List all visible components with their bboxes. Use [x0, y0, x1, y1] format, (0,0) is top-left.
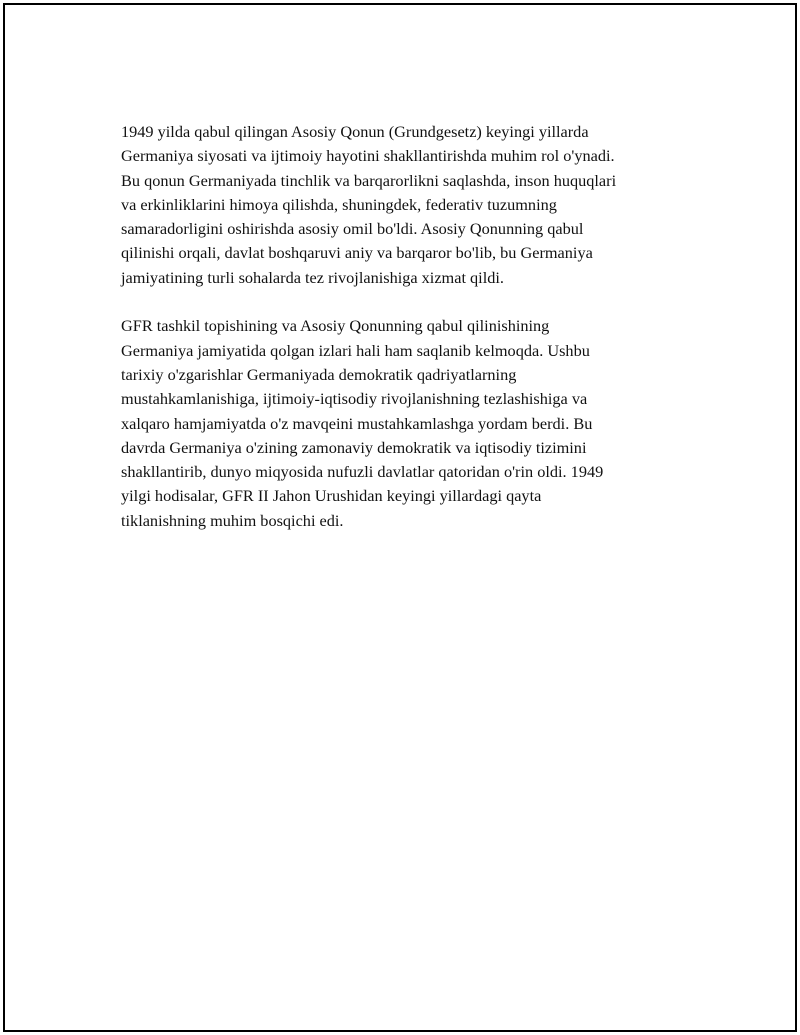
paragraph-2-line: yilgi hodisalar, GFR II Jahon Urushidan keyingi yillardagi qayta: [121, 486, 542, 506]
paragraph-2-line: GFR tashkil topishining va Asosiy Qonunning qabul qilinishining: [121, 316, 550, 336]
paragraph-2-line: xalqaro hamjamiyatda o'z mavqeini mustahkamlashga yordam berdi. Bu: [121, 413, 593, 433]
paragraph-1-line: Bu qonun Germaniyada tinchlik va barqarorlikni saqlashda, inson huquqlari: [121, 170, 617, 190]
paragraph-2-line: davrda Germaniya o'zining zamonaviy demokratik va iqtisodiy tizimini: [121, 437, 587, 457]
page-content: [121, 120, 691, 533]
paragraph-1: [121, 120, 691, 290]
paragraph-2-line: shakllantirib, dunyo miqyosida nufuzli davlatlar qatoridan o'rin oldi. 1949: [121, 462, 604, 482]
paragraph-1-line: samaradorligini oshirishda asosiy omil bo'ldi. Asosiy Qonunning qabul: [121, 219, 584, 239]
paragraph-1-line: va erkinliklarini himoya qilishda, shuningdek, federativ tuzumning: [121, 194, 557, 214]
paragraph-1-line: qilinishi orqali, davlat boshqaruvi aniy va barqaror bo'lib, bu Germaniya: [121, 243, 593, 263]
page-frame: [3, 3, 797, 1032]
paragraph-1-line: jamiyatining turli sohalarda tez rivojlanishiga xizmat qildi.: [121, 267, 504, 287]
paragraph-2-line: tarixiy o'zgarishlar Germaniyada demokratik qadriyatlarning: [121, 364, 517, 384]
paragraph-2-line: Germaniya jamiyatida qolgan izlari hali ham saqlanib kelmoqda. Ushbu: [121, 340, 590, 360]
paragraph-2-line: tiklanishning muhim bosqichi edi.: [121, 510, 344, 530]
paragraph-1-line: 1949 yilda qabul qilingan Asosiy Qonun (Grundgesetz) keyingi yillarda: [121, 122, 589, 141]
paragraph-2-line: mustahkamlanishiga, ijtimoiy-iqtisodiy rivojlanishning tezlashishiga va: [121, 389, 588, 409]
paragraph-2: [121, 314, 691, 533]
paragraph-1-line: Germaniya siyosati va ijtimoiy hayotini shakllantirishda muhim rol o'ynadi.: [121, 146, 615, 166]
